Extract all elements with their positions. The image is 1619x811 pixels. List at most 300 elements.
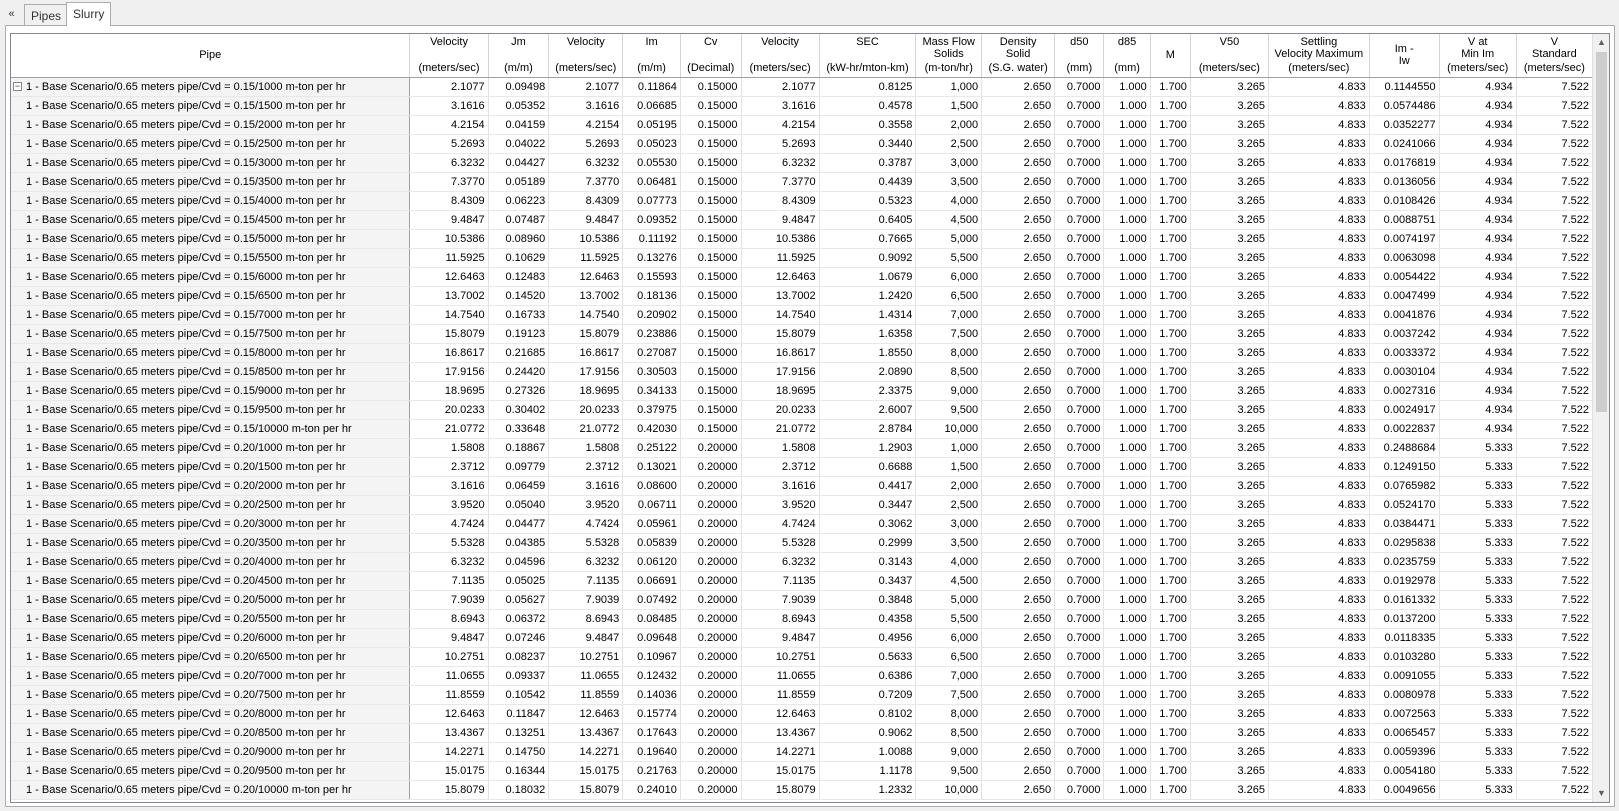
value-cell[interactable]: 0.15000 [680,306,741,325]
value-cell[interactable]: 3.265 [1190,135,1268,154]
value-cell[interactable]: 1.700 [1150,724,1190,743]
pipe-name-cell[interactable] [11,344,410,363]
value-cell[interactable]: 1.000 [1104,686,1150,705]
value-cell[interactable]: 0.18867 [488,439,549,458]
value-cell[interactable]: 4.833 [1268,686,1369,705]
value-cell[interactable]: 2.650 [982,173,1055,192]
value-cell[interactable]: 1.700 [1150,686,1190,705]
scroll-down-arrow-icon[interactable]: ▼ [1597,788,1606,798]
pipe-name-cell[interactable] [11,268,410,287]
value-cell[interactable]: 0.7000 [1055,78,1104,97]
value-cell[interactable]: 5,500 [916,610,982,629]
pipe-name-cell[interactable] [11,534,410,553]
value-cell[interactable]: 0.06223 [488,192,549,211]
value-cell[interactable]: 7.522 [1516,78,1592,97]
value-cell[interactable]: 4.2154 [410,116,488,135]
value-cell[interactable]: 2.650 [982,458,1055,477]
value-cell[interactable]: 0.3437 [819,572,916,591]
value-cell[interactable]: 0.20000 [680,648,741,667]
value-cell[interactable]: 0.15000 [680,154,741,173]
value-cell[interactable]: 7.3770 [741,173,819,192]
value-cell[interactable]: 0.0030104 [1369,363,1439,382]
value-cell[interactable]: 0.15000 [680,173,741,192]
value-cell[interactable]: 5.333 [1439,534,1516,553]
value-cell[interactable]: 0.0047499 [1369,287,1439,306]
pipe-name-cell[interactable] [11,762,410,781]
pipe-name-cell[interactable] [11,401,410,420]
value-cell[interactable]: 21.0772 [410,420,488,439]
value-cell[interactable]: 4.934 [1439,268,1516,287]
value-cell[interactable]: 1.000 [1104,344,1150,363]
value-cell[interactable]: 7,000 [916,667,982,686]
value-cell[interactable]: 11.0655 [410,667,488,686]
value-cell[interactable]: 1.000 [1104,534,1150,553]
value-cell[interactable]: 7,500 [916,325,982,344]
value-cell[interactable]: 0.7000 [1055,344,1104,363]
value-cell[interactable]: 4.833 [1268,724,1369,743]
value-cell[interactable]: 4.833 [1268,705,1369,724]
value-cell[interactable]: 1.700 [1150,78,1190,97]
value-cell[interactable]: 7.522 [1516,724,1592,743]
value-cell[interactable]: 9,500 [916,401,982,420]
value-cell[interactable]: 1.700 [1150,515,1190,534]
scroll-up-arrow-icon[interactable]: ▲ [1597,37,1606,47]
value-cell[interactable]: 0.04022 [488,135,549,154]
value-cell[interactable]: 3.265 [1190,705,1268,724]
value-cell[interactable]: 0.0352277 [1369,116,1439,135]
value-cell[interactable]: 4.833 [1268,116,1369,135]
value-cell[interactable]: 0.09779 [488,458,549,477]
value-cell[interactable]: 0.7000 [1055,667,1104,686]
column-header[interactable] [1190,34,1268,78]
value-cell[interactable]: 0.15000 [680,211,741,230]
value-cell[interactable]: 3.265 [1190,287,1268,306]
value-cell[interactable]: 0.14036 [623,686,681,705]
value-cell[interactable]: 0.19640 [623,743,681,762]
value-cell[interactable]: 0.7000 [1055,97,1104,116]
value-cell[interactable]: 0.25122 [623,439,681,458]
value-cell[interactable]: 1.700 [1150,230,1190,249]
value-cell[interactable]: 10,000 [916,781,982,800]
value-cell[interactable]: 0.33648 [488,420,549,439]
value-cell[interactable]: 16.8617 [549,344,623,363]
value-cell[interactable]: 1.700 [1150,268,1190,287]
value-cell[interactable]: 4.833 [1268,306,1369,325]
value-cell[interactable]: 2.650 [982,572,1055,591]
value-cell[interactable]: 0.7000 [1055,724,1104,743]
value-cell[interactable]: 4.934 [1439,306,1516,325]
value-cell[interactable]: 0.8125 [819,78,916,97]
value-cell[interactable]: 7.1135 [741,572,819,591]
pipe-name-cell[interactable] [11,496,410,515]
pipe-name-cell[interactable] [11,287,410,306]
value-cell[interactable]: 0.7000 [1055,306,1104,325]
value-cell[interactable]: 0.06372 [488,610,549,629]
value-cell[interactable]: 20.0233 [741,401,819,420]
value-cell[interactable]: 0.7000 [1055,477,1104,496]
value-cell[interactable]: 4.934 [1439,154,1516,173]
value-cell[interactable]: 4.833 [1268,591,1369,610]
value-cell[interactable]: 3.1616 [549,477,623,496]
value-cell[interactable]: 4.934 [1439,249,1516,268]
value-cell[interactable]: 0.13251 [488,724,549,743]
value-cell[interactable]: 1,500 [916,458,982,477]
column-header[interactable] [680,34,741,78]
value-cell[interactable]: 2,000 [916,477,982,496]
value-cell[interactable]: 1.000 [1104,173,1150,192]
value-cell[interactable]: 0.7209 [819,686,916,705]
value-cell[interactable]: 9.4847 [410,629,488,648]
value-cell[interactable]: 0.15000 [680,116,741,135]
value-cell[interactable]: 3.265 [1190,97,1268,116]
value-cell[interactable]: 12.6463 [549,268,623,287]
pipe-name-cell[interactable] [11,477,410,496]
value-cell[interactable]: 0.0024917 [1369,401,1439,420]
value-cell[interactable]: 7.522 [1516,534,1592,553]
value-cell[interactable]: 7.522 [1516,648,1592,667]
value-cell[interactable]: 0.09337 [488,667,549,686]
column-header[interactable] [1055,34,1104,78]
value-cell[interactable]: 7.522 [1516,249,1592,268]
value-cell[interactable]: 2.1077 [410,78,488,97]
value-cell[interactable]: 13.4367 [741,724,819,743]
value-cell[interactable]: 1.000 [1104,515,1150,534]
pipe-name-cell[interactable] [11,135,410,154]
value-cell[interactable]: 21.0772 [549,420,623,439]
value-cell[interactable]: 5.333 [1439,439,1516,458]
value-cell[interactable]: 5.333 [1439,458,1516,477]
value-cell[interactable]: 0.3558 [819,116,916,135]
value-cell[interactable]: 5.333 [1439,743,1516,762]
value-cell[interactable]: 0.15593 [623,268,681,287]
value-cell[interactable]: 14.7540 [741,306,819,325]
value-cell[interactable]: 3.265 [1190,743,1268,762]
value-cell[interactable]: 9,000 [916,382,982,401]
value-cell[interactable]: 1,500 [916,97,982,116]
table-row[interactable] [11,648,1593,667]
value-cell[interactable]: 1.000 [1104,287,1150,306]
value-cell[interactable]: 1.000 [1104,629,1150,648]
value-cell[interactable]: 2.3712 [410,458,488,477]
value-cell[interactable]: 11.0655 [741,667,819,686]
pipe-name-cell[interactable] [11,154,410,173]
value-cell[interactable]: 0.04477 [488,515,549,534]
table-row[interactable] [11,686,1593,705]
value-cell[interactable]: 8.6943 [410,610,488,629]
value-cell[interactable]: 3.265 [1190,724,1268,743]
pipe-name-cell[interactable] [11,363,410,382]
value-cell[interactable]: 5,000 [916,230,982,249]
value-cell[interactable]: 0.7665 [819,230,916,249]
value-cell[interactable]: 0.05627 [488,591,549,610]
value-cell[interactable]: 1.8550 [819,344,916,363]
value-cell[interactable]: 2.8784 [819,420,916,439]
value-cell[interactable]: 0.0059396 [1369,743,1439,762]
value-cell[interactable]: 3.265 [1190,78,1268,97]
value-cell[interactable]: 1.700 [1150,192,1190,211]
pipe-name-cell[interactable] [11,382,410,401]
value-cell[interactable]: 3.265 [1190,420,1268,439]
value-cell[interactable]: 8,000 [916,705,982,724]
value-cell[interactable]: 2.650 [982,97,1055,116]
value-cell[interactable]: 0.9062 [819,724,916,743]
value-cell[interactable]: 5.333 [1439,648,1516,667]
value-cell[interactable]: 4.833 [1268,629,1369,648]
value-cell[interactable]: 7.522 [1516,496,1592,515]
value-cell[interactable]: 12.6463 [410,705,488,724]
value-cell[interactable]: 0.7000 [1055,515,1104,534]
value-cell[interactable]: 1.000 [1104,230,1150,249]
value-cell[interactable]: 7.522 [1516,591,1592,610]
value-cell[interactable]: 4.934 [1439,116,1516,135]
value-cell[interactable]: 3.265 [1190,268,1268,287]
value-cell[interactable]: 1.700 [1150,553,1190,572]
column-header[interactable] [488,34,549,78]
pipe-name-cell[interactable] [11,192,410,211]
value-cell[interactable]: 5.333 [1439,572,1516,591]
value-cell[interactable]: 0.5633 [819,648,916,667]
value-cell[interactable]: 7,500 [916,686,982,705]
value-cell[interactable]: 2,000 [916,116,982,135]
value-cell[interactable]: 0.8102 [819,705,916,724]
table-row[interactable] [11,610,1593,629]
value-cell[interactable]: 2.650 [982,686,1055,705]
pipe-name-cell[interactable] [11,743,410,762]
value-cell[interactable]: 14.7540 [410,306,488,325]
value-cell[interactable]: 7.9039 [410,591,488,610]
value-cell[interactable]: 15.8079 [549,325,623,344]
value-cell[interactable]: 3.265 [1190,477,1268,496]
value-cell[interactable]: 1.000 [1104,667,1150,686]
value-cell[interactable]: 4.833 [1268,477,1369,496]
column-header[interactable] [741,34,819,78]
value-cell[interactable]: 0.04385 [488,534,549,553]
value-cell[interactable]: 4.7424 [549,515,623,534]
value-cell[interactable]: 0.7000 [1055,762,1104,781]
value-cell[interactable]: 0.20000 [680,743,741,762]
value-cell[interactable]: 2.650 [982,306,1055,325]
pipe-name-cell[interactable] [11,572,410,591]
value-cell[interactable]: 2.650 [982,648,1055,667]
value-cell[interactable]: 4.833 [1268,363,1369,382]
value-cell[interactable]: 2.650 [982,534,1055,553]
value-cell[interactable]: 2.650 [982,591,1055,610]
value-cell[interactable]: 0.7000 [1055,591,1104,610]
value-cell[interactable]: 3.265 [1190,762,1268,781]
value-cell[interactable]: 4.934 [1439,363,1516,382]
value-cell[interactable]: 0.12483 [488,268,549,287]
value-cell[interactable]: 15.8079 [549,781,623,800]
value-cell[interactable]: 3.9520 [741,496,819,515]
value-cell[interactable]: 15.8079 [741,325,819,344]
value-cell[interactable]: 0.04427 [488,154,549,173]
value-cell[interactable]: 2.1077 [741,78,819,97]
value-cell[interactable]: 2,500 [916,135,982,154]
value-cell[interactable]: 3.265 [1190,344,1268,363]
value-cell[interactable]: 0.6386 [819,667,916,686]
value-cell[interactable]: 2.650 [982,705,1055,724]
value-cell[interactable]: 10.5386 [410,230,488,249]
table-row[interactable] [11,515,1593,534]
value-cell[interactable]: 3.265 [1190,667,1268,686]
value-cell[interactable]: 7.522 [1516,572,1592,591]
value-cell[interactable]: 1.700 [1150,363,1190,382]
value-cell[interactable]: 0.20000 [680,629,741,648]
value-cell[interactable]: 3.265 [1190,496,1268,515]
value-cell[interactable]: 2.650 [982,781,1055,800]
pipe-name-cell[interactable] [11,629,410,648]
value-cell[interactable]: 0.08485 [623,610,681,629]
column-header[interactable] [410,34,488,78]
value-cell[interactable]: 3.265 [1190,401,1268,420]
value-cell[interactable]: 0.05040 [488,496,549,515]
value-cell[interactable]: 0.20000 [680,686,741,705]
value-cell[interactable]: 1.000 [1104,325,1150,344]
value-cell[interactable]: 0.7000 [1055,287,1104,306]
value-cell[interactable]: 0.4439 [819,173,916,192]
value-cell[interactable]: 2.650 [982,515,1055,534]
value-cell[interactable]: 3,500 [916,173,982,192]
table-row[interactable] [11,192,1593,211]
table-row[interactable] [11,572,1593,591]
value-cell[interactable]: 3.265 [1190,363,1268,382]
pipe-name-cell[interactable] [11,686,410,705]
value-cell[interactable]: 0.12432 [623,667,681,686]
column-header[interactable] [623,34,681,78]
value-cell[interactable]: 4.833 [1268,667,1369,686]
value-cell[interactable]: 5,500 [916,249,982,268]
value-cell[interactable]: 2.650 [982,743,1055,762]
value-cell[interactable]: 4.934 [1439,97,1516,116]
table-row[interactable] [11,553,1593,572]
value-cell[interactable]: 0.08600 [623,477,681,496]
table-row[interactable] [11,287,1593,306]
value-cell[interactable]: 0.15000 [680,192,741,211]
value-cell[interactable]: 0.20000 [680,572,741,591]
table-row[interactable] [11,249,1593,268]
value-cell[interactable]: 0.07773 [623,192,681,211]
value-cell[interactable]: 4.833 [1268,230,1369,249]
value-cell[interactable]: 0.10542 [488,686,549,705]
value-cell[interactable]: 2.650 [982,325,1055,344]
value-cell[interactable]: 1.700 [1150,762,1190,781]
value-cell[interactable]: 0.0574486 [1369,97,1439,116]
value-cell[interactable]: 0.1249150 [1369,458,1439,477]
value-cell[interactable]: 1.000 [1104,477,1150,496]
value-cell[interactable]: 4.833 [1268,192,1369,211]
value-cell[interactable]: 4.833 [1268,154,1369,173]
collapse-minus-icon[interactable]: − [14,81,21,91]
value-cell[interactable]: 0.15000 [680,249,741,268]
value-cell[interactable]: 11.8559 [549,686,623,705]
value-cell[interactable]: 7.522 [1516,781,1592,800]
value-cell[interactable]: 0.0037242 [1369,325,1439,344]
value-cell[interactable]: 21.0772 [741,420,819,439]
value-cell[interactable]: 0.7000 [1055,553,1104,572]
table-row[interactable] [11,591,1593,610]
value-cell[interactable]: 6.3232 [410,553,488,572]
value-cell[interactable]: 5.5328 [741,534,819,553]
value-cell[interactable]: 4.833 [1268,572,1369,591]
value-cell[interactable]: 1.5808 [549,439,623,458]
value-cell[interactable]: 0.6688 [819,458,916,477]
value-cell[interactable]: 0.0072563 [1369,705,1439,724]
value-cell[interactable]: 15.0175 [410,762,488,781]
value-cell[interactable]: 4.833 [1268,268,1369,287]
value-cell[interactable]: 0.4417 [819,477,916,496]
column-header[interactable] [11,34,410,78]
value-cell[interactable]: 1.700 [1150,667,1190,686]
value-cell[interactable]: 17.9156 [741,363,819,382]
value-cell[interactable]: 9.4847 [549,211,623,230]
value-cell[interactable]: 0.15000 [680,382,741,401]
value-cell[interactable]: 1.0679 [819,268,916,287]
value-cell[interactable]: 7.522 [1516,363,1592,382]
value-cell[interactable]: 0.05530 [623,154,681,173]
value-cell[interactable]: 0.7000 [1055,420,1104,439]
value-cell[interactable]: 0.15000 [680,97,741,116]
value-cell[interactable]: 4.2154 [549,116,623,135]
value-cell[interactable]: 2.650 [982,477,1055,496]
value-cell[interactable]: 8.4309 [741,192,819,211]
value-cell[interactable]: 0.7000 [1055,572,1104,591]
value-cell[interactable]: 3.9520 [549,496,623,515]
value-cell[interactable]: 0.20000 [680,667,741,686]
value-cell[interactable]: 1.700 [1150,705,1190,724]
value-cell[interactable]: 4.833 [1268,553,1369,572]
value-cell[interactable]: 0.05961 [623,515,681,534]
value-cell[interactable]: 1.700 [1150,306,1190,325]
value-cell[interactable]: 5.333 [1439,515,1516,534]
value-cell[interactable]: 5.333 [1439,686,1516,705]
value-cell[interactable]: 2.650 [982,553,1055,572]
table-row[interactable] [11,781,1593,800]
value-cell[interactable]: 4.833 [1268,515,1369,534]
value-cell[interactable]: 4.833 [1268,534,1369,553]
value-cell[interactable]: 5,000 [916,591,982,610]
value-cell[interactable]: 0.27087 [623,344,681,363]
value-cell[interactable]: 2.650 [982,629,1055,648]
value-cell[interactable]: 6.3232 [549,154,623,173]
value-cell[interactable]: 1.700 [1150,249,1190,268]
value-cell[interactable]: 3.265 [1190,230,1268,249]
column-header[interactable] [549,34,623,78]
value-cell[interactable]: 1.700 [1150,344,1190,363]
value-cell[interactable]: 14.2271 [410,743,488,762]
value-cell[interactable]: 0.3447 [819,496,916,515]
value-cell[interactable]: 1.000 [1104,762,1150,781]
value-cell[interactable]: 11.0655 [549,667,623,686]
value-cell[interactable]: 0.7000 [1055,363,1104,382]
pipe-name-cell[interactable] [11,211,410,230]
table-row[interactable] [11,97,1593,116]
value-cell[interactable]: 7.522 [1516,610,1592,629]
value-cell[interactable]: 4.833 [1268,762,1369,781]
value-cell[interactable]: 4.934 [1439,211,1516,230]
value-cell[interactable]: 3.265 [1190,534,1268,553]
value-cell[interactable]: 0.0108426 [1369,192,1439,211]
value-cell[interactable]: 10.2751 [410,648,488,667]
value-cell[interactable]: 1.700 [1150,154,1190,173]
value-cell[interactable]: 0.14520 [488,287,549,306]
value-cell[interactable]: 0.08237 [488,648,549,667]
table-row[interactable] [11,420,1593,439]
value-cell[interactable]: 1.000 [1104,724,1150,743]
value-cell[interactable]: 0.0033372 [1369,344,1439,363]
table-row[interactable] [11,477,1593,496]
value-cell[interactable]: 1.000 [1104,648,1150,667]
pipe-name-cell[interactable] [11,458,410,477]
